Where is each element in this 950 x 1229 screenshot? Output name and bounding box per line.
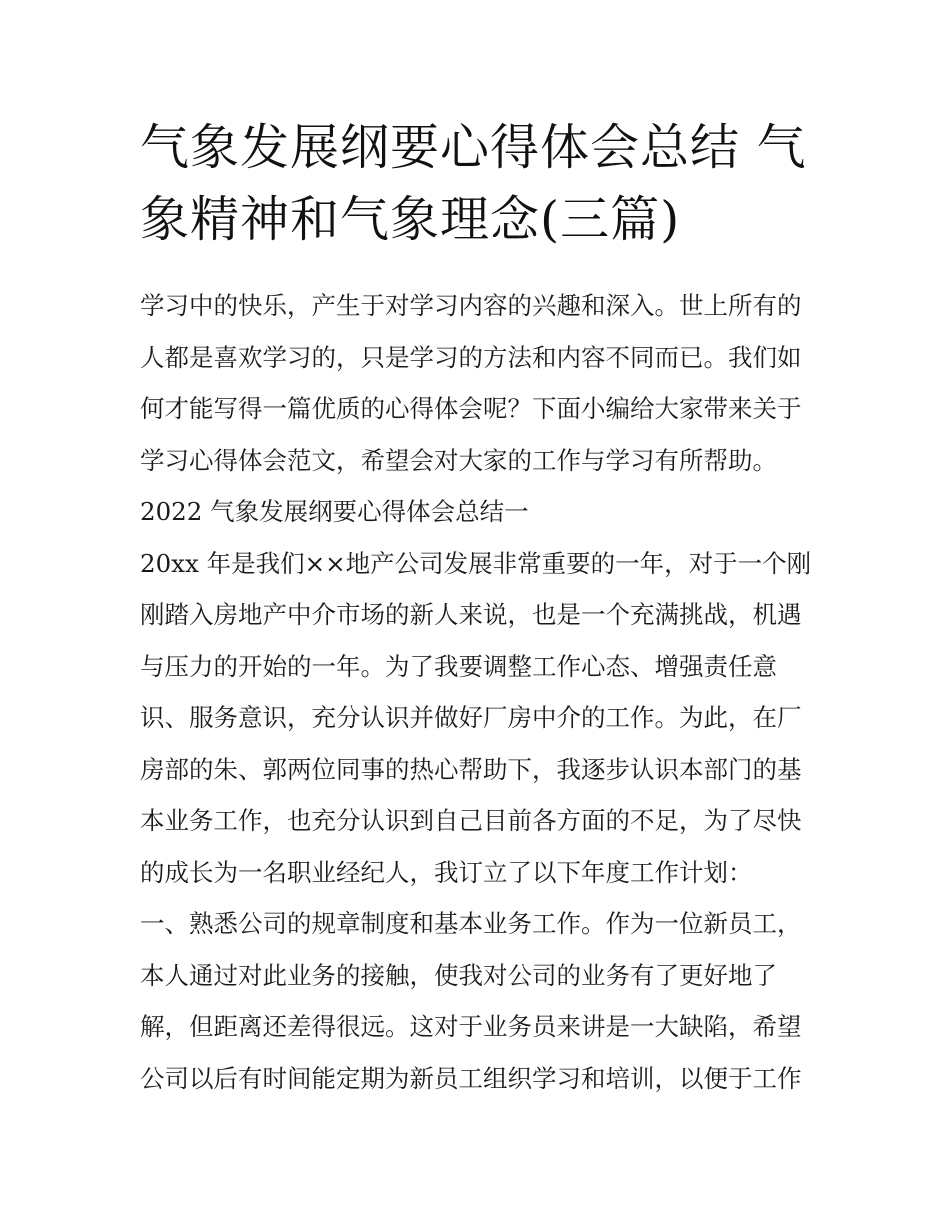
document-title [140,112,820,256]
paragraph-line: 公司以后有时间能定期为新员工组织学习和培训，以便于工作 [140,1063,802,1093]
paragraph-line: 20xx 年是我们××地产公司发展非常重要的一年，对于一个刚 [140,548,812,578]
paragraph-line: 本业务工作，也充分认识到自己目前各方面的不足，为了尽快 [140,806,802,835]
document-body [140,280,820,1104]
intro-line: 何才能写得一篇优质的心得体会呢？下面小编给大家带来关于 [140,394,802,423]
paragraph-line: 解，但距离还差得很远。这对于业务员来讲是一大缺陷，希望 [140,1012,802,1041]
intro-line: 人都是喜欢学习的，只是学习的方法和内容不同而已。我们如 [140,342,802,372]
paragraph-line: 识、服务意识，充分认识并做好厂房中介的工作。为此，在厂 [140,703,802,732]
section-heading: 2022 气象发展纲要心得体会总结一 [140,497,529,526]
paragraph-line: 一、熟悉公司的规章制度和基本业务工作。作为一位新员工， [140,909,802,938]
paragraph-line: 刚踏入房地产中介市场的新人来说，也是一个充满挑战，机遇 [140,600,802,629]
paragraph-line: 的成长为一名职业经纪人，我订立了以下年度工作计划： [140,857,753,887]
paragraph-line: 与压力的开始的一年。为了我要调整工作心态、增强责任意 [140,651,777,681]
title-line: 气象发展纲要心得体会总结 气 [140,119,807,176]
paragraph-line: 本人通过对此业务的接触，使我对公司的业务有了更好地了 [140,960,777,990]
title-line: 象精神和气象理念(三篇) [140,191,681,248]
paragraph-line: 房部的朱、郭两位同事的热心帮助下，我逐步认识本部门的基 [140,754,802,784]
intro-line: 学习中的快乐，产生于对学习内容的兴趣和深入。世上所有的 [140,291,802,320]
intro-line: 学习心得体会范文，希望会对大家的工作与学习有所帮助。 [140,445,777,475]
